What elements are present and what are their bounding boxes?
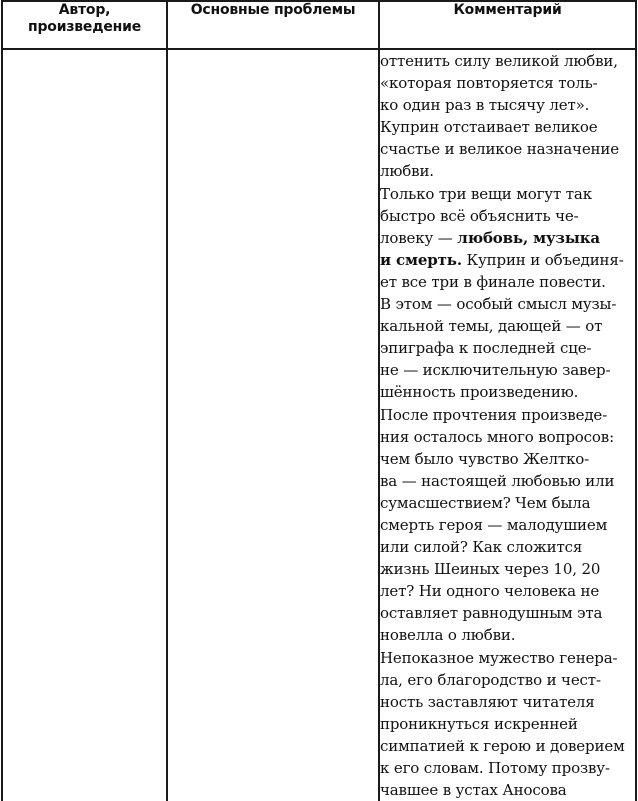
comment-line xyxy=(380,381,635,403)
comment-text-run: к его словам. Потому прозву- xyxy=(380,759,610,777)
comment-line xyxy=(380,271,635,293)
problems-cell xyxy=(167,49,379,801)
comment-text-run: или силой? Как сложится xyxy=(380,538,583,557)
comment-line xyxy=(380,138,635,160)
comment-text-run: эпиграфа к последней сце- xyxy=(380,339,592,358)
comment-text-run: смерть героя — малодушием xyxy=(380,515,608,534)
comment-line xyxy=(380,359,635,381)
comment-line xyxy=(380,558,635,580)
comment-text-run: сумасшествием? Чем была xyxy=(380,493,591,512)
literature-table xyxy=(1,0,637,801)
comment-text-run: Только три вещи могут так xyxy=(380,184,592,203)
header-author-line1: Автор, xyxy=(58,2,111,18)
comment-line xyxy=(380,249,635,271)
comment-text-run: кальной темы, дающей — от xyxy=(380,317,603,336)
comment-line xyxy=(380,669,635,691)
comment-text-run: ность заставляют читателя xyxy=(380,692,595,711)
comment-line xyxy=(380,404,635,426)
comment-text-run: ловеку — xyxy=(380,228,458,247)
comment-line xyxy=(380,691,635,713)
comment-text-run: не — исключительную завер- xyxy=(380,361,611,380)
comment-line xyxy=(380,757,635,779)
comment-line xyxy=(380,116,635,138)
author-cell xyxy=(2,49,167,801)
comment-text-run: оставляет равнодушным эта xyxy=(380,604,603,623)
comment-line xyxy=(380,426,635,448)
comment-text-run: После прочтения произведе- xyxy=(380,405,608,424)
comment-line xyxy=(380,514,635,536)
comment-text-run: чавшее в устах Аносова xyxy=(380,781,567,800)
comment-line xyxy=(380,470,635,492)
comment-bold-run: любовь, музыка xyxy=(457,228,600,247)
comment-line xyxy=(380,602,635,624)
comment-line xyxy=(380,315,635,337)
comment-line xyxy=(380,160,635,182)
comment-bold-run: и смерть. xyxy=(380,250,462,269)
comment-line xyxy=(380,50,635,72)
comment-text-run: ва — настоящей любовью или xyxy=(380,471,615,490)
header-row xyxy=(2,1,636,49)
comment-text-run: счастье и великое назначение xyxy=(380,140,619,159)
header-comment: Комментарий xyxy=(379,1,636,49)
comment-text-run: ет все три в финале повести. xyxy=(380,272,606,291)
comment-text-run: любви. xyxy=(380,162,434,181)
comment-text-run: В этом — особый смысл музы- xyxy=(380,295,617,314)
comment-text-run: Куприн и объединя- xyxy=(461,250,624,269)
content-row xyxy=(2,49,636,801)
header-author-line2: произведение xyxy=(28,19,141,35)
comment-text-run: симпатией к герою и доверием xyxy=(380,736,625,755)
comment-line xyxy=(380,72,635,94)
comment-text-run: проникнуться искренней xyxy=(380,714,578,733)
comment-text-run: жизнь Шеиных через 10, 20 xyxy=(380,560,601,579)
comment-text-run: ко один раз в тысячу лет». xyxy=(380,96,590,115)
comment-text-run: лет? Ни одного человека не xyxy=(380,582,600,601)
header-problems: Основные проблемы xyxy=(167,1,379,49)
comment-line xyxy=(380,624,635,646)
header-author xyxy=(2,1,167,49)
comment-line xyxy=(380,580,635,602)
comment-line xyxy=(380,94,635,116)
comment-text-run: шённость произведению. xyxy=(380,383,579,402)
comment-text-run: чем было чувство Желтко- xyxy=(380,449,590,468)
comment-line xyxy=(380,647,635,669)
comment-text-run: Куприн отстаивает великое xyxy=(380,118,598,137)
comment-line xyxy=(380,227,635,249)
comment-line xyxy=(380,713,635,735)
comment-line xyxy=(380,492,635,514)
comment-text-run: «которая повторяется толь- xyxy=(380,74,598,93)
comment-line xyxy=(380,293,635,315)
comment-text-run: Непоказное мужество генера- xyxy=(380,648,618,667)
comment-line xyxy=(380,448,635,470)
comment-line xyxy=(380,205,635,227)
comment-line xyxy=(380,536,635,558)
comment-line xyxy=(380,183,635,205)
comment-text-run: новелла о любви. xyxy=(380,626,516,645)
comment-line xyxy=(380,779,635,801)
comment-cell xyxy=(379,49,636,801)
comment-text-run: оттенить силу великой любви, xyxy=(380,52,618,70)
comment-line xyxy=(380,337,635,359)
comment-text-run: быстро всё объяснить че- xyxy=(380,206,579,225)
comment-text-run: ния осталось много вопросов: xyxy=(380,427,614,446)
comment-text-run: ла, его благородство и чест- xyxy=(380,670,601,689)
